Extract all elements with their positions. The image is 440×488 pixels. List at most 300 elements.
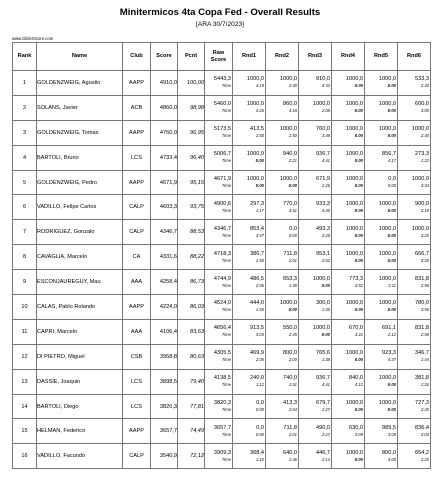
- percent-cell: 88,53: [178, 220, 205, 245]
- club-cell: LCS: [123, 394, 151, 419]
- raw-score-cell: [205, 344, 233, 369]
- round-time: 2:01: [288, 431, 297, 437]
- round-cell: [332, 394, 365, 419]
- round-time: 4:19: [255, 83, 264, 89]
- round-time: 3:48: [321, 133, 330, 139]
- round-score: 490,0: [316, 424, 330, 431]
- raw-score-value: 5006,7: [213, 151, 231, 158]
- round-score: 856,7: [382, 151, 396, 158]
- raw-score-cell: [205, 419, 233, 444]
- round-time: 5:00: [354, 108, 363, 114]
- round-time: 2:05: [255, 357, 264, 363]
- round-time: 5:00: [387, 108, 396, 114]
- round-score: 800,0: [283, 350, 297, 357]
- time-label: [205, 283, 232, 289]
- round-score: 836,4: [415, 424, 429, 431]
- round-score: 900,0: [415, 200, 429, 207]
- round-time: 5:00: [387, 232, 396, 238]
- round-time: 1:26: [321, 183, 330, 188]
- round-score: 853,4: [250, 225, 264, 232]
- round-cell: [266, 444, 299, 469]
- table-row: [13, 319, 431, 344]
- round-score: 770,0: [283, 200, 297, 207]
- time-label: [205, 208, 232, 214]
- round-score: 671,9: [316, 176, 330, 182]
- round-time: 3:20: [420, 232, 429, 238]
- round-cell: [365, 220, 398, 245]
- round-time: 1:17: [255, 207, 264, 213]
- round-cell: [332, 419, 365, 444]
- round-score: 1000,0: [378, 76, 396, 83]
- raw-score-cell: [205, 95, 233, 120]
- table-row: [13, 295, 431, 320]
- raw-score-value: 4138,5: [213, 375, 231, 382]
- round-score: 654,2: [415, 449, 429, 456]
- round-time: 0:00: [288, 232, 297, 238]
- raw-score-cell: [205, 245, 233, 270]
- round-score: 446,7: [316, 449, 330, 456]
- round-cell: [332, 71, 365, 96]
- round-cell: [266, 145, 299, 170]
- round-cell: [299, 145, 332, 170]
- score-cell: 4733,4: [151, 145, 178, 170]
- round-score: 1000,0: [345, 449, 363, 456]
- round-cell: [233, 170, 266, 195]
- rank-cell: 7: [13, 220, 37, 245]
- round-time: 4:12: [354, 382, 363, 388]
- round-cell: [365, 195, 398, 220]
- score-cell: 4860,0: [151, 95, 178, 120]
- raw-score-cell: [205, 120, 233, 145]
- raw-score-value: 3657,7: [213, 424, 231, 431]
- round-time: 1:38: [288, 282, 297, 288]
- round-score: 936,7: [316, 375, 330, 382]
- round-score: 1000,0: [246, 151, 264, 158]
- round-time: 4:26: [255, 108, 264, 114]
- raw-score-cell: [205, 270, 233, 295]
- score-cell: 4671,9: [151, 170, 178, 195]
- round-score: 1000,0: [312, 275, 330, 282]
- round-cell: [266, 170, 299, 195]
- raw-score-value: 4718,3: [213, 250, 231, 257]
- time-label-text: Time: [221, 431, 231, 437]
- round-time: 4:41: [321, 382, 330, 388]
- score-cell: 4106,4: [151, 319, 178, 344]
- round-score: 1000,0: [246, 101, 264, 108]
- score-cell: 4603,3: [151, 195, 178, 220]
- club-cell: CSB: [123, 344, 151, 369]
- round-time: 4:18: [288, 108, 297, 114]
- club-cell: LCS: [123, 145, 151, 170]
- round-score: 711,8: [283, 424, 297, 431]
- round-time: 5:00: [354, 133, 363, 139]
- table-row: [13, 444, 431, 469]
- round-score: 1000,0: [345, 300, 363, 307]
- club-cell: LCS: [123, 369, 151, 394]
- time-label: [205, 233, 232, 239]
- round-score: 533,3: [415, 76, 429, 83]
- raw-score-value: 4671,9: [213, 176, 231, 182]
- rank-cell: 4: [13, 145, 37, 170]
- round-score: 860,0: [283, 101, 297, 108]
- round-score: 679,7: [316, 400, 330, 407]
- round-time: 5:00: [288, 183, 297, 188]
- round-score: 550,0: [283, 325, 297, 332]
- round-time: 4:03: [255, 332, 264, 338]
- time-label-text: Time: [221, 307, 231, 313]
- round-time: 2:30: [288, 83, 297, 89]
- round-cell: [299, 319, 332, 344]
- round-score: 1000,0: [246, 76, 264, 83]
- round-score: 711,8: [283, 250, 297, 257]
- round-cell: [365, 394, 398, 419]
- round-cell: [266, 319, 299, 344]
- round-score: 670,0: [349, 325, 363, 332]
- raw-score-value: 4656,4: [213, 325, 231, 332]
- percent-cell: 86,03: [178, 295, 205, 320]
- pilot-name-cell: GOLDENZWEIG, Agustin: [37, 71, 123, 96]
- round-time: 2:06: [255, 282, 264, 288]
- round-time: 0:00: [255, 431, 264, 437]
- round-score: 1000,0: [345, 101, 363, 108]
- club-cell: CALP: [123, 195, 151, 220]
- pilot-name-cell: DASSIE, Joaquin: [37, 369, 123, 394]
- percent-cell: 77,81: [178, 394, 205, 419]
- round-time: 1:22: [420, 158, 429, 164]
- time-label: [205, 183, 232, 189]
- round-cell: [299, 344, 332, 369]
- round-time: 3:20: [420, 257, 429, 263]
- round-score: 1000,0: [312, 101, 330, 108]
- round-score: 840,0: [349, 375, 363, 382]
- pilot-name-cell: GOLDENZWEIG, Pedro: [37, 170, 123, 195]
- round-time: 5:00: [387, 307, 396, 313]
- results-table: [12, 42, 431, 469]
- time-label: [205, 158, 232, 164]
- rank-cell: 10: [13, 295, 37, 320]
- round-score: 1000,0: [345, 200, 363, 207]
- raw-score-cell: [205, 170, 233, 195]
- round-time: 1:27: [321, 407, 330, 413]
- round-score: 1000,0: [345, 350, 363, 357]
- round-time: 2:45: [288, 332, 297, 338]
- round-cell: [233, 444, 266, 469]
- pilot-name-cell: BARTOLI, Bruno: [37, 145, 123, 170]
- percent-cell: 74,49: [178, 419, 205, 444]
- round-cell: [365, 295, 398, 320]
- round-score: 0,0: [388, 176, 396, 182]
- table-row: [13, 145, 431, 170]
- round-score: 910,0: [316, 76, 330, 83]
- round-score: 913,5: [250, 325, 264, 332]
- raw-score-cell: [205, 195, 233, 220]
- round-score: 831,8: [415, 275, 429, 282]
- rank-cell: 6: [13, 195, 37, 220]
- round-time: 5:00: [387, 257, 396, 263]
- round-score: 1000,0: [378, 300, 396, 307]
- col-header-rnd6: Rnd6: [398, 43, 431, 71]
- round-score: 1000,0: [378, 400, 396, 407]
- round-score: 640,0: [283, 449, 297, 456]
- rank-cell: 16: [13, 444, 37, 469]
- round-time: 5:00: [321, 332, 330, 338]
- round-time: 2:14: [321, 456, 330, 462]
- rank-cell: 3: [13, 120, 37, 145]
- round-cell: [233, 295, 266, 320]
- round-time: 2:40: [420, 407, 429, 413]
- round-score: 1000,0: [378, 200, 396, 207]
- round-time: 4:40: [321, 207, 330, 213]
- round-cell: [299, 419, 332, 444]
- round-time: 1:55: [255, 307, 264, 313]
- table-row: [13, 120, 431, 145]
- raw-score-cell: [205, 295, 233, 320]
- round-cell: [233, 95, 266, 120]
- round-cell: [398, 95, 431, 120]
- round-cell: [398, 120, 431, 145]
- round-time: 5:00: [354, 456, 363, 462]
- rank-cell: 14: [13, 394, 37, 419]
- round-time: 2:01: [288, 257, 297, 263]
- club-cell: CA: [123, 245, 151, 270]
- round-cell: [398, 220, 431, 245]
- table-row: [13, 71, 431, 96]
- round-score: 300,0: [316, 300, 330, 307]
- round-score: 1000,0: [378, 250, 396, 257]
- round-time: 2:40: [420, 133, 429, 139]
- col-header-club: Club: [123, 43, 151, 71]
- round-time: 5:00: [387, 407, 396, 413]
- club-cell: AAPP: [123, 170, 151, 195]
- percent-cell: 86,73: [178, 270, 205, 295]
- round-time: 5:00: [387, 83, 396, 89]
- table-row: [13, 369, 431, 394]
- time-label: [205, 457, 232, 463]
- round-time: 5:00: [354, 257, 363, 263]
- time-label: [205, 133, 232, 139]
- col-header-rnd3: Rnd3: [299, 43, 332, 71]
- round-score: 1000,0: [279, 300, 297, 307]
- round-score: 368,4: [250, 449, 264, 456]
- round-score: 600,0: [415, 101, 429, 108]
- round-time: 2:28: [321, 232, 330, 238]
- table-row: [13, 170, 431, 195]
- col-header-rnd5: Rnd5: [365, 43, 398, 71]
- score-cell: 4331,6: [151, 245, 178, 270]
- rank-cell: 11: [13, 319, 37, 344]
- club-cell: AAA: [123, 319, 151, 344]
- round-cell: [332, 95, 365, 120]
- time-label-text: Time: [221, 158, 231, 164]
- score-cell: 4258,4: [151, 270, 178, 295]
- round-time: 0:00: [255, 407, 264, 413]
- table-row: [13, 245, 431, 270]
- round-score: 1000,0: [279, 176, 297, 182]
- round-time: 5:00: [354, 158, 363, 164]
- col-header-pcnt: Pcnt: [178, 43, 205, 71]
- round-time: 2:40: [420, 83, 429, 89]
- round-cell: [266, 245, 299, 270]
- round-cell: [332, 220, 365, 245]
- round-score: 240,0: [250, 375, 264, 382]
- round-cell: [365, 245, 398, 270]
- round-score: 953,1: [316, 250, 330, 257]
- round-time: 3:51: [288, 207, 297, 213]
- percent-cell: 96,40: [178, 145, 205, 170]
- pilot-name-cell: DI PIETRO, Miguel: [37, 344, 123, 369]
- round-cell: [299, 120, 332, 145]
- round-score: 1000,0: [345, 225, 363, 232]
- time-label-text: Time: [221, 382, 231, 388]
- round-cell: [365, 71, 398, 96]
- round-time: 1:12: [255, 382, 264, 388]
- score-cell: 3958,8: [151, 344, 178, 369]
- round-score: 936,7: [316, 151, 330, 158]
- rank-cell: 5: [13, 170, 37, 195]
- round-time: 5:00: [321, 282, 330, 288]
- round-cell: [398, 444, 431, 469]
- round-time: 3:47: [255, 232, 264, 238]
- round-cell: [398, 245, 431, 270]
- time-label-text: Time: [221, 83, 231, 89]
- round-score: 1000,0: [345, 176, 363, 182]
- round-score: 1000,0: [345, 400, 363, 407]
- round-cell: [266, 419, 299, 444]
- site-link[interactable]: www.GliderScore.com: [12, 36, 54, 41]
- time-label: [205, 108, 232, 114]
- round-score: 940,0: [283, 151, 297, 158]
- round-score: 297,3: [250, 200, 264, 207]
- round-cell: [299, 170, 332, 195]
- raw-score-value: 5460,0: [213, 101, 231, 108]
- round-time: 4:33: [321, 83, 330, 89]
- raw-score-cell: [205, 220, 233, 245]
- round-cell: [233, 344, 266, 369]
- round-time: 4:17: [387, 158, 396, 164]
- round-time: 1:30: [321, 307, 330, 313]
- time-label: [205, 307, 232, 313]
- pilot-name-cell: ESCONJAUREGUY, Mau: [37, 270, 123, 295]
- round-score: 666,7: [415, 250, 429, 257]
- event-subtitle: [ARA 30/7/2023]: [195, 21, 245, 28]
- round-cell: [299, 220, 332, 245]
- round-cell: [332, 170, 365, 195]
- round-score: 1000,0: [378, 225, 396, 232]
- time-label: [205, 432, 232, 438]
- col-header-rank: Rank: [13, 43, 37, 71]
- round-score: 1000,0: [411, 176, 429, 182]
- round-cell: [332, 245, 365, 270]
- club-cell: CALP: [123, 444, 151, 469]
- round-score: 0,0: [256, 400, 264, 407]
- time-label: [205, 332, 232, 338]
- round-cell: [365, 444, 398, 469]
- round-score: 831,8: [415, 325, 429, 332]
- round-time: 3:52: [354, 282, 363, 288]
- round-cell: [233, 120, 266, 145]
- round-cell: [299, 270, 332, 295]
- club-cell: AAPP: [123, 71, 151, 96]
- raw-score-cell: [205, 394, 233, 419]
- round-cell: [299, 295, 332, 320]
- table-row: [13, 394, 431, 419]
- time-label-text: Time: [221, 357, 231, 363]
- raw-score-value: 4305,5: [213, 350, 231, 357]
- round-time: 2:21: [288, 158, 297, 164]
- round-time: 1:26: [420, 382, 429, 388]
- round-score: 413,5: [250, 126, 264, 133]
- round-score: 381,8: [415, 375, 429, 382]
- round-time: 2:08: [321, 108, 330, 114]
- percent-cell: 88,22: [178, 245, 205, 270]
- round-score: 740,0: [283, 375, 297, 382]
- round-cell: [332, 195, 365, 220]
- round-cell: [233, 145, 266, 170]
- raw-score-cell: [205, 145, 233, 170]
- round-time: 1:36: [288, 456, 297, 462]
- round-time: 5:00: [387, 382, 396, 388]
- round-time: 1:56: [255, 257, 264, 263]
- raw-score-value: 5443,3: [213, 76, 231, 83]
- round-score: 1000,0: [345, 126, 363, 133]
- round-score: 444,0: [250, 300, 264, 307]
- round-cell: [398, 295, 431, 320]
- round-cell: [299, 95, 332, 120]
- round-score: 1000,0: [246, 176, 264, 182]
- round-time: 1:38: [321, 357, 330, 363]
- round-time: 5:00: [288, 307, 297, 313]
- round-score: 346,7: [415, 350, 429, 357]
- round-score: 1000,0: [378, 101, 396, 108]
- raw-score-cell: [205, 71, 233, 96]
- round-score: 800,0: [382, 449, 396, 456]
- round-time: 3:56: [420, 307, 429, 313]
- round-time: 3:21: [354, 332, 363, 338]
- time-label: [205, 407, 232, 413]
- round-cell: [398, 419, 431, 444]
- round-score: 773,3: [349, 275, 363, 282]
- round-score: 923,3: [382, 350, 396, 357]
- round-cell: [266, 369, 299, 394]
- round-cell: [398, 319, 431, 344]
- col-header-name: Name: [37, 43, 123, 71]
- round-score: 630,0: [349, 424, 363, 431]
- round-score: 0,0: [289, 225, 297, 232]
- club-cell: AAPP: [123, 295, 151, 320]
- round-score: 1000,0: [378, 375, 396, 382]
- score-cell: 3540,9: [151, 444, 178, 469]
- raw-score-value: 3820,3: [213, 400, 231, 407]
- round-time: 2:18: [420, 207, 429, 213]
- time-label-text: Time: [221, 456, 231, 462]
- percent-cell: 83,63: [178, 319, 205, 344]
- round-time: 2:58: [420, 332, 429, 338]
- round-cell: [299, 71, 332, 96]
- pilot-name-cell: VADILLO, Felipe Carlos: [37, 195, 123, 220]
- round-cell: [266, 394, 299, 419]
- round-cell: [365, 369, 398, 394]
- round-time: 5:00: [354, 307, 363, 313]
- round-cell: [365, 344, 398, 369]
- round-time: 5:00: [354, 83, 363, 89]
- round-cell: [299, 394, 332, 419]
- round-score: 493,3: [316, 225, 330, 232]
- round-score: 1000,0: [312, 325, 330, 332]
- round-cell: [398, 195, 431, 220]
- round-cell: [365, 120, 398, 145]
- round-cell: [365, 95, 398, 120]
- percent-cell: 80,63: [178, 344, 205, 369]
